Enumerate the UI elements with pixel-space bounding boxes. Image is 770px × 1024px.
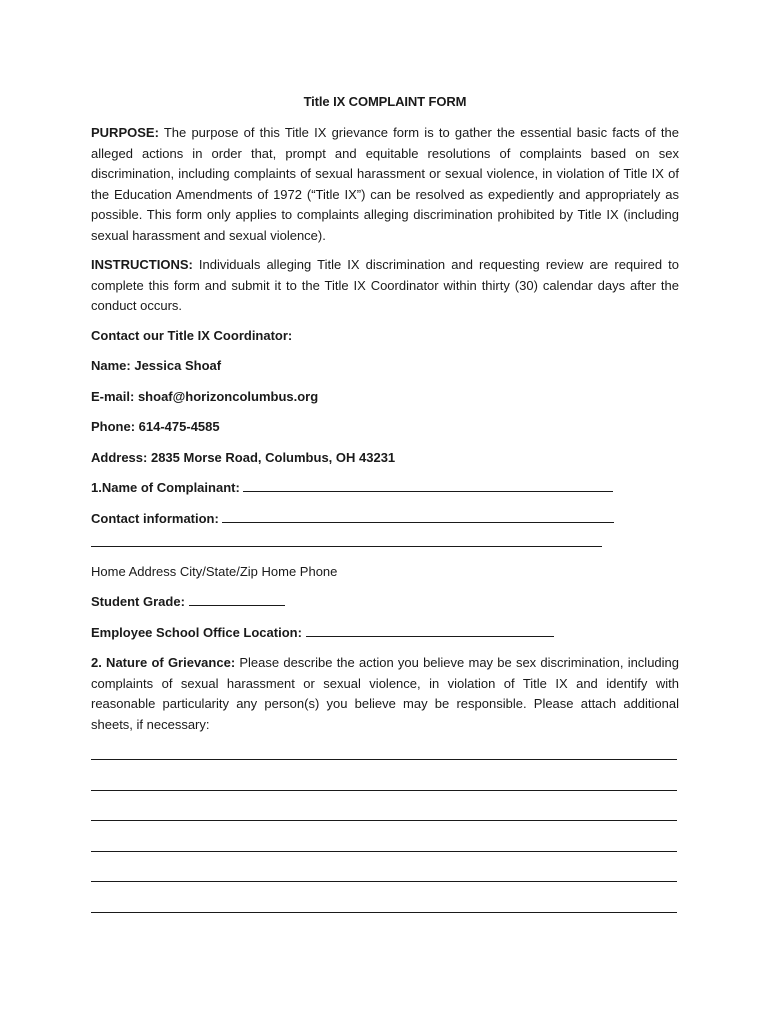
instructions-paragraph (91, 255, 679, 317)
office-location-field[interactable] (306, 623, 554, 637)
student-grade-label: Student Grade: (91, 594, 189, 610)
instructions-text: Individuals alleging Title IX discrimination and requesting review are required to complete this form and submit it to the Title IX Coordinator within thirty (30) calendar days after the conduct occurs. (91, 257, 679, 313)
grievance-line[interactable] (91, 805, 679, 825)
grievance-paragraph (91, 653, 679, 735)
instructions-label: INSTRUCTIONS: (91, 257, 193, 272)
office-location-row (91, 623, 679, 643)
contact-info-label: Contact information: (91, 511, 223, 527)
coordinator-phone: Phone: 614-475-4585 (91, 419, 220, 435)
coordinator-address: Address: 2835 Morse Road, Columbus, OH 43231 (91, 449, 396, 465)
contact-info-line-2[interactable] (91, 531, 679, 551)
grievance-line[interactable] (91, 775, 679, 795)
form-title: Title IX COMPLAINT FORM (303, 94, 467, 109)
contact-heading: Contact our Title IX Coordinator: (91, 327, 293, 343)
complainant-name-field[interactable] (243, 478, 613, 492)
grievance-line[interactable] (91, 866, 679, 886)
purpose-paragraph (91, 123, 679, 246)
grievance-line[interactable] (91, 744, 679, 764)
address-caption: Home Address City/State/Zip Home Phone (91, 563, 338, 579)
complainant-name-label: 1.Name of Complainant: (91, 480, 244, 496)
office-location-label: Employee School Office Location: (91, 624, 306, 640)
coordinator-name: Name: Jessica Shoaf (91, 358, 222, 374)
complainant-name-row (91, 478, 679, 498)
coordinator-email: E-mail: shoaf@horizoncolumbus.org (91, 388, 319, 404)
complaint-form-page (91, 94, 679, 927)
grievance-label: 2. Nature of Grievance: (91, 655, 236, 671)
grievance-answer-lines (91, 744, 679, 917)
grievance-line[interactable] (91, 836, 679, 856)
grievance-line[interactable] (91, 897, 679, 917)
student-grade-row (91, 592, 679, 612)
purpose-label: PURPOSE: (91, 125, 159, 140)
contact-info-field[interactable] (222, 509, 614, 523)
grievance-text: Please describe the action you believe may be sex discrimination, including complaints of sexual harassment or sexual violence, in violation of Title IX and identify with reasonable particularity any person(s) you believe may be responsible. Please attach additional sheets, if necessary: (91, 655, 680, 732)
purpose-text: The purpose of this Title IX grievance form is to gather the essential basic facts of the alleged actions in order that, prompt and equitable resolutions of complaints based on sex discrimination, including complaints of sexual harassment or sexual violence, in violation of Title IX of the Education Amendments of 1972 (“Title IX”) can be resolved as expediently and appropriately as possible. This form only applies to complaints alleging discrimination prohibited by Title IX (including sexual harassment and sexual violence). (91, 125, 679, 243)
contact-info-row (91, 509, 679, 529)
student-grade-field[interactable] (189, 592, 285, 606)
